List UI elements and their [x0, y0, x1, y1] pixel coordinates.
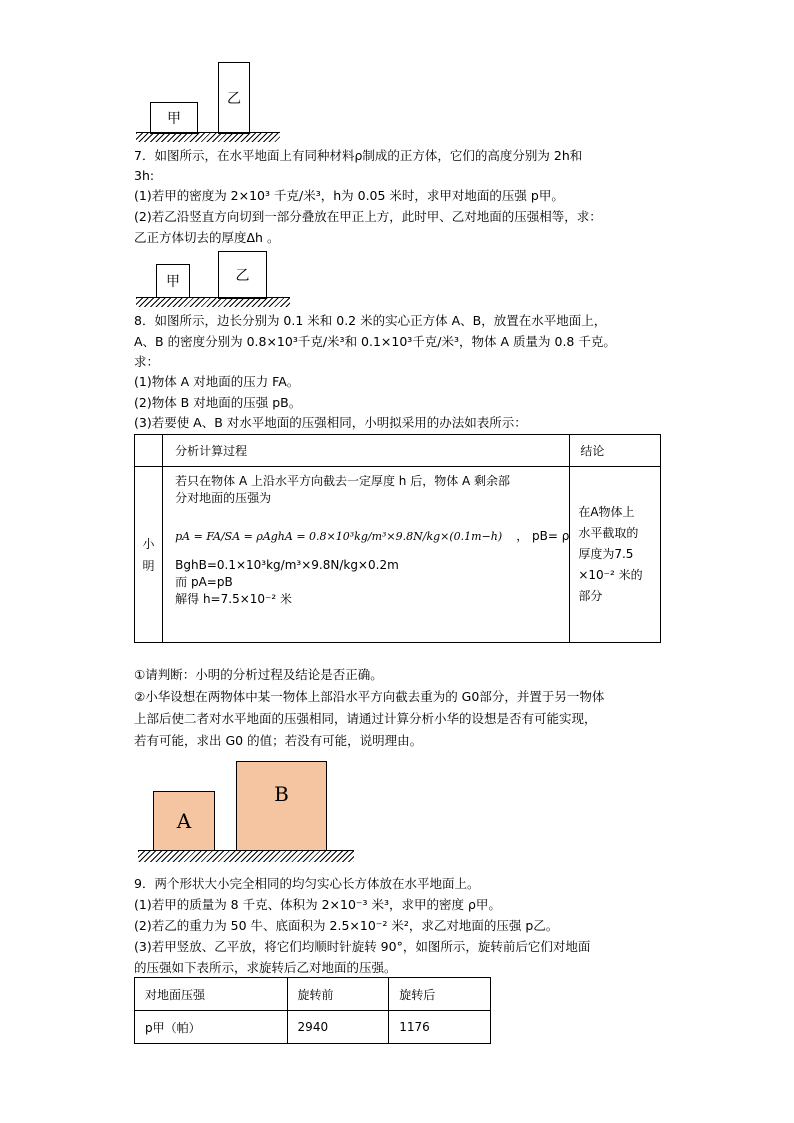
- box-yi-2-label: 乙: [235, 268, 250, 284]
- pressure-table: [134, 977, 491, 1044]
- q8b-line1: ①请判断：小明的分析过程及结论是否正确。: [134, 667, 383, 682]
- analysis-table: [134, 434, 661, 643]
- cube-a: [153, 791, 215, 851]
- conclusion-line5: 部分: [578, 589, 603, 603]
- process-line5: 而 pA=pB: [175, 575, 233, 589]
- box-yi-label: 乙: [227, 91, 241, 107]
- header-conclusion: 结论: [570, 435, 661, 467]
- row-label: [135, 467, 163, 643]
- cube-a-label: A: [176, 809, 192, 833]
- q8-line3: 求：: [134, 354, 160, 369]
- box-yi-2: [218, 251, 267, 299]
- formula-row: [175, 521, 569, 551]
- q8b-line3: 上部后使二者对水平地面的压强相同，请通过计算分析小华的设想是否有可能实现，: [134, 711, 597, 726]
- process-line6: 解得 h=7.5×10⁻² 米: [175, 592, 292, 606]
- formula-rhs: ， pB= ρ: [516, 528, 570, 543]
- t2-row1-after: 1176: [389, 1011, 491, 1044]
- formula-lhs: pA = FA/SA = ρAghA = 0.8×10³kg/m³×9.8N/kg×(0.1m−h): [175, 529, 503, 543]
- q7-line1: 7．如图所示，在水平地面上有同种材料ρ制成的正方体，它们的高度分别为 2h和: [134, 148, 583, 163]
- q8b-line2: ②小华设想在两物体中某一物体上部沿水平方向截去重为的 G0部分，并置于另一物体: [134, 689, 605, 704]
- q9-line2: (1)若甲的质量为 8 千克、体积为 2×10⁻³ 米³，求甲的密度 ρ甲。: [134, 897, 501, 912]
- q8-line4: (1)物体 A 对地面的压力 FA。: [134, 374, 300, 389]
- cube-b: [236, 761, 327, 851]
- box-jia: [150, 102, 198, 134]
- row-label-text: 小明: [142, 536, 155, 573]
- q7-line2: 3h:: [134, 168, 155, 183]
- t2-header-2: 旋转前: [287, 978, 389, 1011]
- q8-line1: 8．如图所示，边长分别为 0.1 米和 0.2 米的实心正方体 A、B，放置在水平地面上，: [134, 313, 607, 328]
- t2-row1-label: p甲（帕）: [135, 1011, 288, 1044]
- t2-header-3: 旋转后: [389, 978, 491, 1011]
- box-jia-2-label: 甲: [166, 274, 180, 290]
- box-yi: [218, 62, 250, 134]
- q8b-line4: 若有可能，求出 G0 的值；若没有可能，说明理由。: [134, 733, 423, 748]
- process-line4: BghB=0.1×10³kg/m³×9.8N/kg×0.2m: [175, 558, 399, 572]
- process-line1: 若只在物体 A 上沿水平方向截去一定厚度 h 后，物体 A 剩余部: [175, 474, 511, 488]
- conclusion-line3: 厚度为7.5: [578, 547, 634, 561]
- q9-line3: (2)若乙的重力为 50 牛、底面积为 2.5×10⁻² 米²，求乙对地面的压强 p乙。: [134, 918, 559, 933]
- q9-line5: 的压强如下表所示，求旋转后乙对地面的压强。: [134, 960, 397, 975]
- process-line2: 分对地面的压强为: [175, 491, 272, 505]
- q7-line3: (1)若甲的密度为 2×10³ 千克/米³，h为 0.05 米时，求甲对地面的压强 p甲。: [134, 188, 564, 203]
- table-corner: [135, 435, 163, 467]
- t2-header-1: 对地面压强: [135, 978, 288, 1011]
- conclusion-cell: [570, 467, 661, 643]
- process-cell: [163, 467, 570, 643]
- ground-hatch: [136, 133, 280, 142]
- ground-hatch-3: [138, 851, 354, 862]
- q7-line5: 乙正方体切去的厚度Δh 。: [134, 230, 280, 245]
- box-jia-2: [156, 264, 190, 298]
- conclusion-line1: 在A物体上: [578, 505, 635, 519]
- q8-line5: (2)物体 B 对地面的压强 pB。: [134, 395, 302, 410]
- q8-line6: (3)若要使 A、B 对水平地面的压强相同，小明拟采用的办法如表所示：: [134, 415, 527, 430]
- cube-b-label: B: [274, 782, 289, 806]
- conclusion-line2: 水平截取的: [578, 526, 639, 540]
- q7-line4: (2)若乙沿竖直方向切到一部分叠放在甲正上方，此时甲、乙对地面的压强相等，求：: [134, 209, 602, 224]
- box-jia-label: 甲: [167, 111, 181, 127]
- ground-hatch-2: [136, 298, 290, 307]
- header-process: 分析计算过程: [163, 435, 570, 467]
- t2-row1-before: 2940: [287, 1011, 389, 1044]
- conclusion-line4: ×10⁻² 米的: [578, 568, 643, 582]
- q9-line4: (3)若甲竖放、乙平放，将它们均顺时针旋转 90°，如图所示，旋转前后它们对地面: [134, 939, 591, 954]
- q9-line1: 9．两个形状大小完全相同的均匀实心长方体放在水平地面上。: [134, 876, 480, 891]
- q8-line2: A、B 的密度分别为 0.8×10³千克/米³和 0.1×10³千克/米³，物体 A 质量为 0.8 千克。: [134, 334, 616, 349]
